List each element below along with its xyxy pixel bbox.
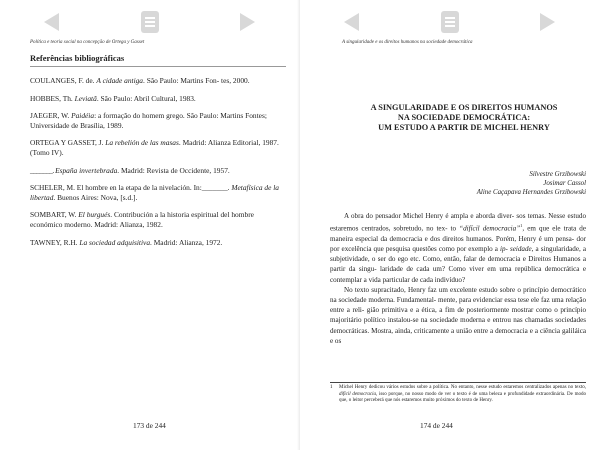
next-arrow-icon[interactable] [540, 13, 555, 31]
reference-item: _______. España invertebrada. Madrid: Revista de Occidente, 1957. [30, 165, 230, 175]
page-number: 173 de 244 [133, 421, 166, 430]
footnote: 1 Michel Henry dedicou vários estudos sobre a política. No entanto, nesse estudo estaremos centralizados apenas no texto, difícil democracia, isso porque, no nosso modo de ver o texto é de uma beleza e profundidade extraordinária. De modo que, o leitor perceberá que nós estaremos muito próximos do texto de Henry. [330, 385, 586, 404]
footnote-number: 1 [330, 385, 333, 390]
prev-arrow-icon[interactable] [44, 13, 59, 31]
author-list [477, 171, 586, 197]
next-arrow-icon[interactable] [240, 13, 255, 31]
reference-item: HOBBES, Th. Leviatã. São Paulo: Abril Cultural, 1983. [30, 93, 196, 103]
page-number: 174 de 244 [420, 421, 453, 430]
left-nav-bar [0, 10, 300, 34]
footnote-divider [330, 382, 586, 383]
reference-item: SCHELER, M. El hombre en la etapa de la nivelación. In:_______. Metafísica de la libertad. Buenos Aires: Nova, [s.d.]. [30, 183, 279, 202]
reference-item: COULANGES, F. de. A cidade antiga. São Paulo: Martins Fon- tes, 2000. [30, 76, 250, 85]
reference-item: JAEGER, W. Paidéia: a formação do homem grego. São Paulo: Martins Fontes; Universidade de Brasília, 1989. [30, 111, 267, 130]
article-body [330, 211, 586, 346]
article-title: A SINGULARIDADE E OS DIREITOS HUMANOS NA SOCIEDADE DEMOCRÁTICA: UM ESTUDO A PARTIR DE MICHEL HENRY [370, 103, 558, 132]
prev-arrow-icon[interactable] [344, 13, 359, 31]
author: Josimar Cassol [543, 179, 586, 187]
menu-icon[interactable] [441, 11, 459, 33]
paragraph: A obra do pensador Michel Henry é ampla e aborda diver- sos temas. Nesse estudo estaremos centrados, sobretudo, no tex- to “difícil democracia”$^1$, em que ele trata de maneira especial da democracia e dos direitos humanos. Porém, Henry é um pensa- dor por excelência que pesquisa questões como por exemplo a ip- seidade, a singularidade, a subjetividade, o ser do ego etc. Como, então, falar de democracia e Direitos Humanos a partir da singu- laridade de cada um? Como viver em uma república democrática e contemplar a vida particular de cada indivíduo? [330, 212, 586, 284]
running-head: Política e teoria social na concepção de Ortega y Gasset [30, 40, 145, 45]
reference-item: ORTEGA Y GASSET, J. La rebelión de las masas. Madrid: Alianza Editorial, 1987. (Tomo IV). [30, 138, 279, 157]
footnote-ref[interactable]: 1 [520, 223, 523, 229]
divider [30, 66, 286, 67]
running-head: A singularidade e os direitos humanos na sociedade democrática [342, 40, 473, 45]
references-heading: Referências bibliográficas [30, 53, 125, 63]
reference-item: SOMBART, W. El burgués. Contribución a la historia espiritual del hombre económico moderno. Madrid: Alianza, 1982. [30, 210, 254, 229]
author: Aline Caçapava Hernandes Grzibowski [476, 188, 586, 196]
paragraph: No texto supracitado, Henry faz um excelente estudo sobre o princípio democrático na sociedade moderna. Fundamental- mente, para evidenciar essa tese ele faz uma relação entre a reli- gião primitiva e a ética, a fim de posteriormente mostrar como o princípio majoritário político instalou-se na sociedade moderna e entrou nas chamadas sociedades democráticas. Mostra, ainda, criticamente a união entre a democracia e a ciência galiláica e os [330, 285, 586, 345]
right-page [300, 0, 600, 450]
right-nav-bar [300, 10, 600, 34]
reference-list [30, 76, 288, 255]
author: Silvestre Grzibowski [529, 171, 586, 178]
menu-icon[interactable] [141, 11, 159, 33]
reference-item: TAWNEY, R.H. La sociedad adquisitiva. Madrid: Alianza, 1972. [30, 237, 223, 247]
